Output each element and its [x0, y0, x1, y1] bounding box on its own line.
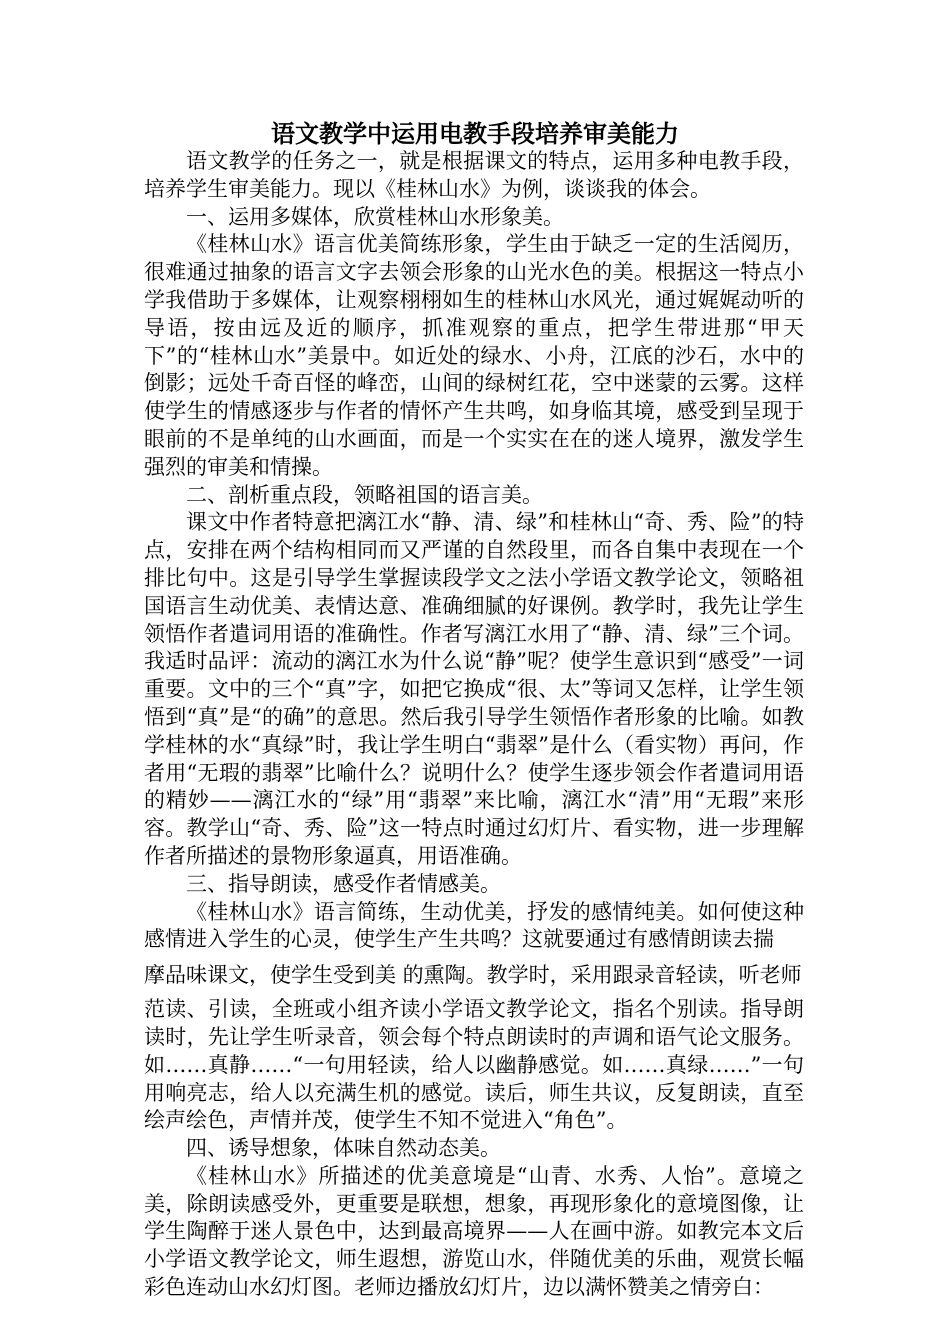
paragraph-intro: 语文教学的任务之一，就是根据课文的特点，运用多种电教手段，培养学生审美能力。现以《桂林山水》为例，谈谈我的体会。 [144, 149, 804, 201]
paragraph: 《桂林山水》语言优美简练形象，学生由于缺乏一定的生活阅历，很难通过抽象的语言文字去领会形象的山光水色的美。根据这一特点小学我借助于多媒体，让观察栩栩如生的桂林山水风光，通过娓娓动听的导语，按由远及近的顺序，抓准观察的重点，把学生带进那“甲天下”的“桂林山水”美景中。如近处的绿水、小舟，江底的沙石，水中的倒影；远处千奇百怪的峰峦，山间的绿树红花，空中迷蒙的云雾。这样使学生的情感逐步与作者的情怀产生共鸣，如身临其境，感受到呈现于眼前的不是单纯的山水画面，而是一个实实在在的迷人境界，激发学生强烈的审美和情操。 [144, 232, 804, 479]
paragraph-line: 摩品味课文，使学生受到美 的熏陶。教学时，采用跟录音轻读，听老师 [144, 963, 802, 988]
section-heading-2: 二、剖析重点段，领略祖国的语言美。 [186, 482, 543, 507]
paragraph: 课文中作者特意把漓江水“静、清、绿”和桂林山“奇、秀、险”的特点，安排在两个结构相同而又严谨的自然段里，而各自集中表现在一个排比句中。这是引导学生掌握读段学文之法小学语文教学论文，领略祖国语言生动优美、表情达意、准确细腻的好课例。教学时，我先让学生领悟作者遣词用语的准确性。作者写漓江水用了“静、清、绿”三个词。我适时品评：流动的漓江水为什么说“静”呢？使学生意识到“感受”一词重要。文中的三个“真”字，如把它换成“很、太”等词又怎样，让学生领悟到“真”是“的确”的意思。然后我引导学生领悟作者形象的比喻。如教学桂林的水“真绿”时，我让学生明白“翡翠”是什么（看实物）再问，作者用“无瑕的翡翠”比喻什么？说明什么？使学生逐步领会作者遣词用语的精妙——漓江水的“绿”用“翡翠”来比喻，漓江水“清”用“无瑕”来形容。教学山“奇、秀、险”这一特点时通过幻灯片、看实物，进一步理解作者所描述的景物形象逼真，用语准确。 [144, 510, 804, 868]
section-heading-1: 一、运用多媒体，欣赏桂林山水形象美。 [186, 204, 564, 229]
paragraph: 范读、引读，全班或小组齐读小学语文教学论文，指名个别读。指导朗读时，先让学生听录音，领会每个特点朗读时的声调和语气论文服务。如……真静……“一句用轻读，给人以幽静感觉。如……真绿……”一句用响亮志，给人以充满生机的感觉。读后，师生共议，反复朗读，直至绘声绘色，声情并茂，使学生不知不觉进入“角色”。 [144, 997, 804, 1133]
section-heading-3: 三、指导朗读，感受作者情感美。 [186, 871, 501, 896]
document-body [144, 148, 804, 1302]
paragraph: 《桂林山水》语言简练，生动优美，抒发的感情纯美。如何使这种感情进入学生的心灵，使学生产生共鸣？这就要通过有感情朗读去揣 [144, 899, 804, 952]
paragraph: 《桂林山水》所描述的优美意境是“山青、水秀、人怡”。意境之美，除朗读感受外，更重要是联想，想象，再现形象化的意境图像，让学生陶醉于迷人景色中，达到最高境界——人在画中游。如教完本文后小学语文教学论文，师生遐想，游览山水，伴随优美的乐曲，观赏长幅彩色连动山水幻灯图。老师边播放幻灯片，边以满怀赞美之情旁白： [144, 1163, 804, 1300]
section-heading-4: 四、诱导想象，体味自然动态美。 [186, 1136, 501, 1161]
document-title: 语文教学中运用电教手段培养审美能力 [271, 119, 679, 148]
